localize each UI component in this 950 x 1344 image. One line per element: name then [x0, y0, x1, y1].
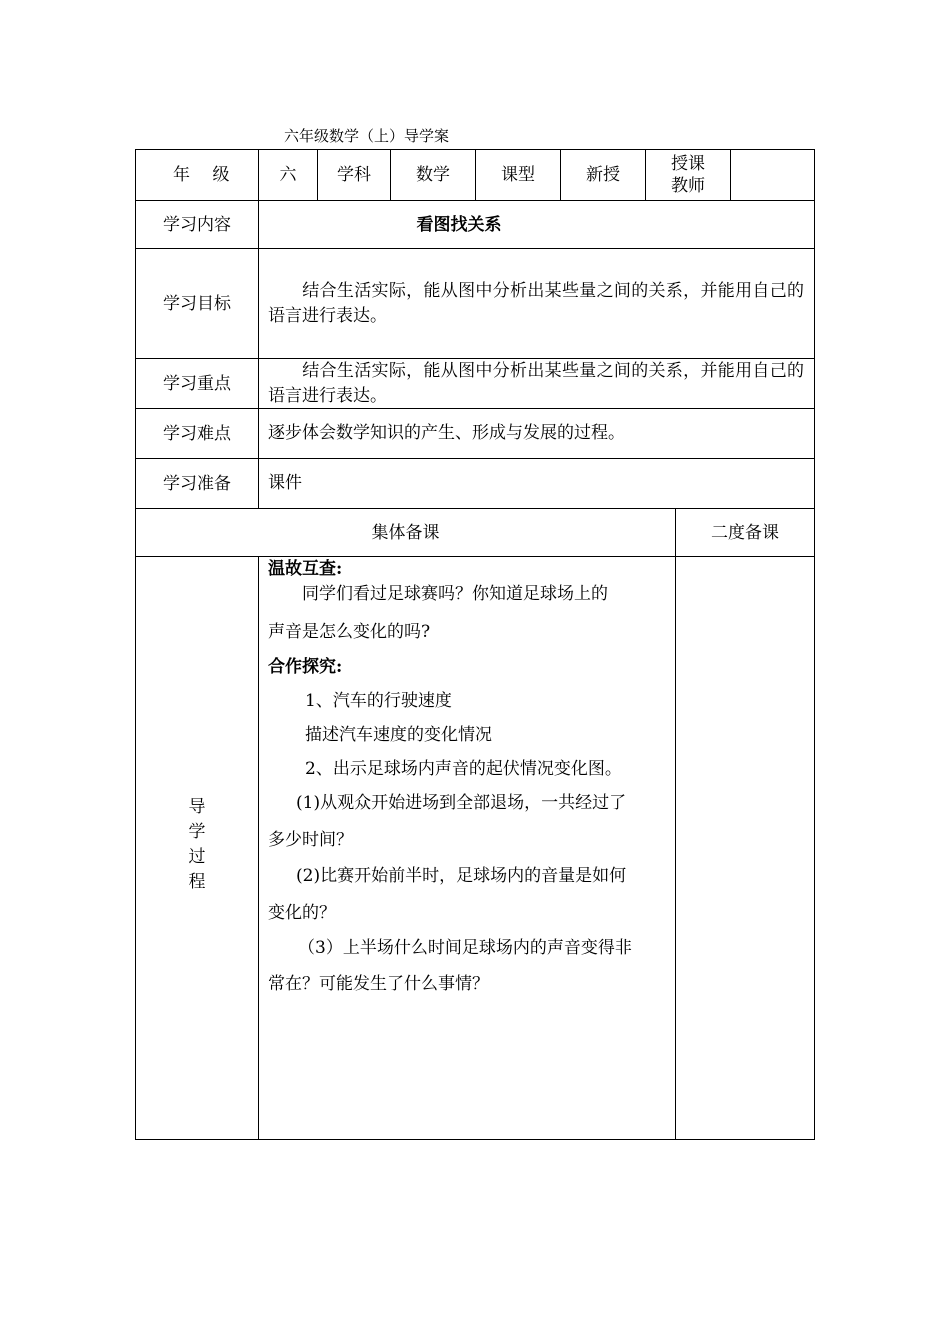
- goal-text: [268, 279, 804, 329]
- review-line-1: 同学们看过足球赛吗？你知道足球场上的: [302, 584, 608, 604]
- content-value: 看图找关系: [416, 214, 502, 235]
- question-3-line-2: 常在？可能发生了什么事情？: [268, 974, 489, 994]
- process-label-char: 过: [188, 847, 206, 867]
- question-3-line-1: （3）上半场什么时间足球场内的声音变得非: [298, 938, 632, 958]
- grade-label: 年 级: [173, 165, 238, 185]
- question-2-line-1: (2)比赛开始前半时，足球场内的音量是如何: [296, 866, 627, 886]
- explore-item-1-sub: 描述汽车速度的变化情况: [305, 725, 492, 745]
- explore-heading: 合作探究:: [268, 657, 343, 677]
- difficulty-value: 逐步体会数学知识的产生、形成与发展的过程。: [268, 423, 625, 443]
- process-label: [136, 795, 258, 895]
- process-label-char: 导: [188, 797, 206, 817]
- teacher-label-line1: 授课: [671, 154, 705, 174]
- subject-value: 数学: [416, 165, 450, 185]
- question-2-line-2: 变化的？: [268, 903, 336, 923]
- review-line-2: 声音是怎么变化的吗?: [268, 622, 431, 642]
- document-title: 六年级数学（上）导学案: [284, 127, 450, 145]
- explore-item-2: 2、出示足球场内声音的起伏情况变化图。: [305, 759, 622, 779]
- review-heading: 温故互查:: [268, 559, 343, 579]
- prep-value: 课件: [268, 473, 302, 493]
- key-label: 学习重点: [163, 373, 231, 394]
- prep-label: 学习准备: [163, 473, 231, 494]
- process-label-char: 程: [188, 872, 206, 892]
- process-label-char: 学: [188, 822, 206, 842]
- question-1-line-2: 多少时间？: [268, 830, 353, 850]
- difficulty-label: 学习难点: [163, 423, 231, 444]
- goal-label: 学习目标: [163, 293, 231, 314]
- teacher-value: [731, 150, 814, 200]
- lesson-type-value: 新授: [586, 165, 620, 185]
- goal-value: 结合生活实际，能从图中分析出某些量之间的关系，并能用自己的语言进行表达。: [268, 281, 804, 326]
- subject-label: 学科: [337, 165, 371, 185]
- teacher-label-line2: 教师: [671, 176, 705, 196]
- question-1-line-1: (1)从观众开始进场到全部退场，一共经过了: [296, 793, 627, 813]
- key-value: 结合生活实际，能从图中分析出某些量之间的关系，并能用自己的语言进行表达。: [268, 361, 804, 406]
- content-label: 学习内容: [163, 214, 231, 235]
- second-prep-header: 二度备课: [711, 522, 779, 543]
- grade-value: 六: [279, 165, 297, 185]
- group-prep-header: 集体备课: [371, 522, 440, 543]
- teacher-label: [646, 150, 730, 200]
- lesson-type-label: 课型: [501, 165, 535, 185]
- key-text: [268, 359, 804, 409]
- explore-item-1: 1、汽车的行驶速度: [305, 691, 452, 711]
